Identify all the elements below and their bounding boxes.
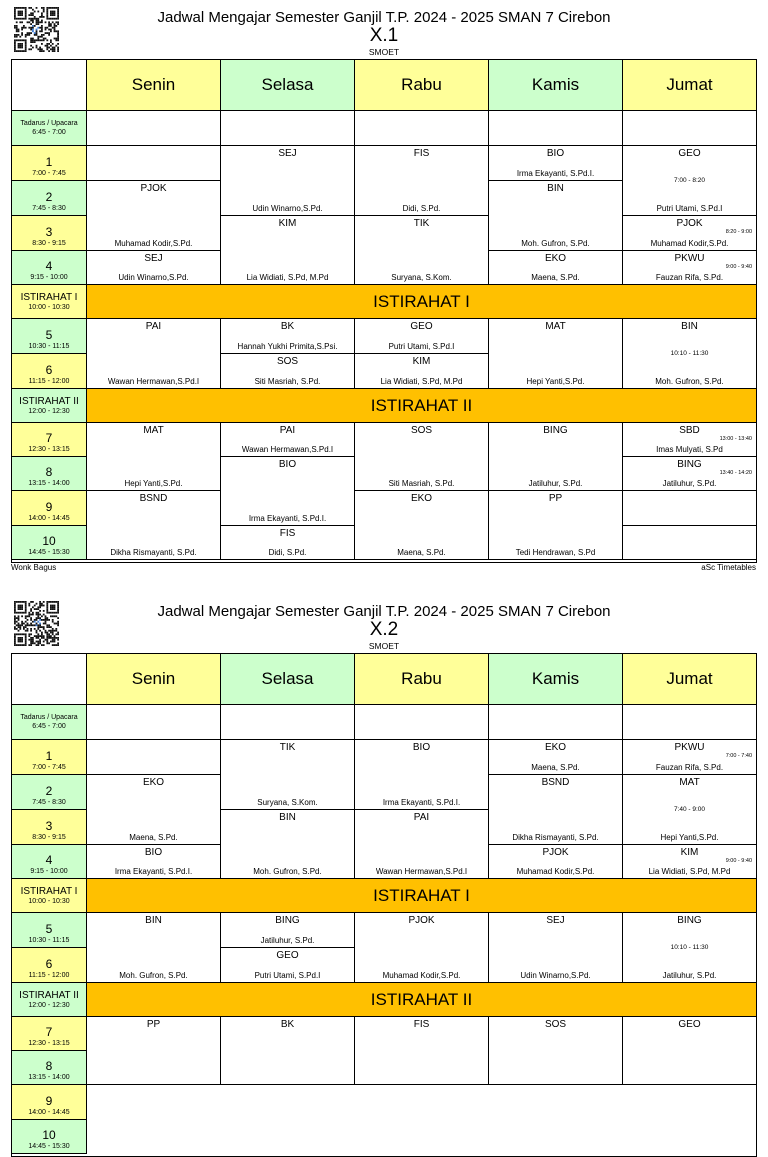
lesson-cell[interactable] — [221, 319, 355, 354]
period-time: 12:00 - 12:30 — [28, 1001, 70, 1009]
subject-code: SOS — [410, 425, 433, 436]
period-label — [12, 526, 87, 560]
lesson-time: 10:10 - 11:30 — [670, 350, 709, 357]
timetable-sheet-x2 — [0, 594, 768, 1150]
subject-code: FIS — [413, 1019, 430, 1030]
lesson-cell[interactable] — [489, 740, 623, 775]
teacher-name: Irma Ekayanti, S.Pd.I. — [516, 169, 595, 178]
teacher-name: Hannah Yukhi Primita,S.Psi. — [237, 342, 338, 351]
period-time: 13:15 - 14:00 — [28, 1074, 70, 1081]
period-label — [12, 879, 87, 913]
period-label — [12, 1017, 87, 1051]
period-number: 7 — [45, 431, 53, 445]
subject-code: BIO — [144, 847, 163, 858]
subject-code: TIK — [413, 218, 430, 229]
lesson-time: 7:00 - 8:20 — [673, 177, 706, 184]
period-label — [12, 146, 87, 181]
break-banner: ISTIRAHAT I — [87, 285, 757, 319]
period-label — [12, 111, 87, 146]
period-name: ISTIRAHAT II — [19, 395, 79, 407]
lesson-cell[interactable] — [221, 146, 355, 216]
lesson-cell[interactable] — [489, 251, 623, 285]
lesson-cell[interactable] — [221, 913, 355, 948]
subject-code: BIN — [547, 183, 564, 194]
period-label — [12, 913, 87, 948]
period-time: 7:00 - 7:45 — [32, 764, 66, 771]
lesson-time: 9:00 - 9:40 — [725, 858, 752, 864]
period-name: ISTIRAHAT I — [20, 885, 78, 897]
empty-slot — [221, 705, 355, 740]
period-number: 6 — [45, 957, 53, 971]
period-label — [12, 983, 87, 1017]
teacher-name: Siti Masriah, S.Pd. — [254, 377, 321, 386]
period-number: 5 — [45, 922, 53, 936]
subject-code: BIO — [412, 742, 431, 753]
lesson-time: 10:10 - 11:30 — [670, 944, 709, 951]
teacher-name: Udin Winarno,S.Pd. — [520, 971, 591, 980]
lesson-cell[interactable] — [623, 740, 757, 775]
subject-code: SEJ — [144, 253, 163, 264]
lesson-cell[interactable] — [355, 216, 489, 285]
teacher-name: Muhamad Kodir,S.Pd. — [382, 971, 461, 980]
period-label — [12, 1051, 87, 1085]
lesson-cell[interactable] — [623, 319, 757, 389]
teacher-name: Lia Widiati, S.Pd, M.Pd — [648, 867, 731, 876]
class-name: X.2 — [369, 619, 399, 640]
subject-code: FIS — [279, 528, 296, 539]
lesson-cell[interactable] — [87, 181, 221, 251]
subject-code: PKWU — [674, 742, 705, 753]
lesson-cell[interactable] — [355, 491, 489, 560]
teacher-name: Maena, S.Pd. — [531, 763, 580, 772]
period-number: 2 — [45, 784, 53, 798]
lesson-cell[interactable] — [623, 526, 757, 560]
teacher-name: Imas Mulyati, S.Pd — [656, 445, 723, 454]
period-number: 7 — [45, 1025, 53, 1039]
lesson-cell[interactable] — [221, 423, 355, 457]
period-number: 10 — [42, 534, 56, 548]
lesson-cell[interactable] — [489, 845, 623, 879]
subject-code: PP — [146, 1019, 161, 1030]
lesson-cell[interactable] — [355, 1017, 489, 1085]
subject-code: PJOK — [408, 915, 435, 926]
period-label — [12, 948, 87, 983]
day-header-selasa: Selasa — [221, 60, 355, 111]
period-time: 14:45 - 15:30 — [28, 1143, 70, 1150]
period-number: 9 — [45, 500, 53, 514]
period-label — [12, 705, 87, 740]
footer-left: Wonk Bagus — [11, 563, 57, 572]
period-time: 10:30 - 11:15 — [28, 343, 70, 350]
teacher-name: Hepi Yanti,S.Pd. — [526, 377, 585, 386]
lesson-cell[interactable] — [623, 1017, 757, 1085]
teacher-name: Didi, S.Pd. — [268, 548, 307, 557]
subject-code: GEO — [678, 1019, 701, 1030]
day-header-jumat: Jumat — [623, 60, 757, 111]
empty-slot — [623, 111, 757, 146]
period-label — [12, 1085, 87, 1120]
period-time: 6:45 - 7:00 — [32, 129, 66, 136]
lesson-cell[interactable] — [87, 251, 221, 285]
period-label — [12, 457, 87, 491]
subject-code: MAT — [545, 321, 566, 332]
lesson-cell[interactable] — [87, 491, 221, 560]
lesson-cell[interactable] — [489, 423, 623, 491]
period-time: 7:45 - 8:30 — [32, 799, 66, 806]
teacher-name: Muhamad Kodir,S.Pd. — [650, 239, 729, 248]
subject-code: MAT — [679, 777, 700, 788]
subject-code: BIO — [546, 148, 565, 159]
teacher-name: Moh. Gufron, S.Pd. — [253, 867, 322, 876]
lesson-cell[interactable] — [87, 845, 221, 879]
teacher-name: Putri Utami, S.Pd.I — [388, 342, 455, 351]
break-banner: ISTIRAHAT I — [87, 879, 757, 913]
teacher-name: Maena, S.Pd. — [397, 548, 446, 557]
period-number: 1 — [45, 749, 53, 763]
day-header-senin: Senin — [87, 60, 221, 111]
lesson-cell[interactable] — [623, 146, 757, 216]
teacher-name: Moh. Gufron, S.Pd. — [655, 377, 724, 386]
lesson-cell[interactable] — [355, 146, 489, 216]
class-name: X.1 — [369, 25, 399, 46]
lesson-cell[interactable] — [623, 457, 757, 491]
subject-code: PKWU — [674, 253, 705, 264]
subject-code: BING — [275, 915, 300, 926]
period-time: 8:30 - 9:15 — [32, 240, 66, 247]
day-header-kamis: Kamis — [489, 654, 623, 705]
teacher-name: Putri Utami, S.Pd.I — [254, 971, 321, 980]
subject-code: BK — [280, 321, 295, 332]
teacher-name: Dikha Rismayanti, S.Pd. — [110, 548, 197, 557]
subject-code: PAI — [279, 425, 296, 436]
period-time: 9:15 - 10:00 — [30, 868, 68, 875]
period-name: Tadarus / Upacara — [20, 120, 78, 127]
empty-slot — [489, 111, 623, 146]
lesson-cell[interactable] — [623, 216, 757, 251]
subject-code: FIS — [413, 148, 430, 159]
teacher-name: Lia Widiati, S.Pd, M.Pd — [246, 273, 329, 282]
subject-code: SEJ — [278, 148, 297, 159]
lesson-time: 8:20 - 9:00 — [725, 229, 752, 235]
lesson-cell[interactable] — [221, 810, 355, 879]
subject-code: MAT — [143, 425, 164, 436]
break-banner: ISTIRAHAT II — [87, 389, 757, 423]
teacher-name: Fauzan Rifa, S.Pd. — [655, 763, 724, 772]
teacher-name: Suryana, S.Kom. — [257, 798, 318, 807]
period-time: 6:45 - 7:00 — [32, 723, 66, 730]
lesson-cell[interactable] — [221, 526, 355, 560]
timetable-grid — [11, 59, 757, 563]
lesson-cell[interactable] — [623, 775, 757, 845]
teacher-name: Jatiluhur, S.Pd. — [260, 936, 315, 945]
lesson-cell[interactable] — [355, 913, 489, 983]
lesson-cell[interactable] — [87, 423, 221, 491]
lesson-cell[interactable] — [87, 740, 221, 775]
break-banner: ISTIRAHAT II — [87, 983, 757, 1017]
period-time: 12:00 - 12:30 — [28, 407, 70, 415]
lesson-time: 7:00 - 7:40 — [725, 753, 752, 759]
teacher-name: Moh. Gufron, S.Pd. — [521, 239, 590, 248]
lesson-cell[interactable] — [623, 423, 757, 457]
lesson-cell[interactable] — [355, 810, 489, 879]
subject-code: BK — [280, 1019, 295, 1030]
day-header-kamis: Kamis — [489, 60, 623, 111]
empty-slot — [87, 705, 221, 740]
timetable-grid — [11, 653, 757, 1157]
period-time: 8:30 - 9:15 — [32, 834, 66, 841]
period-time: 9:15 - 10:00 — [30, 274, 68, 281]
period-label — [12, 423, 87, 457]
teacher-name: Wawan Hermawan,S.Pd.I — [241, 445, 334, 454]
subject-code: BIO — [278, 459, 297, 470]
teacher-name: Didi, S.Pd. — [402, 204, 441, 213]
period-label — [12, 1120, 87, 1154]
period-number: 3 — [45, 225, 53, 239]
period-time: 11:15 - 12:00 — [28, 378, 70, 385]
corner-cell — [12, 60, 87, 111]
day-header-jumat: Jumat — [623, 654, 757, 705]
lesson-cell[interactable] — [87, 913, 221, 983]
teacher-name: Jatiluhur, S.Pd. — [662, 479, 717, 488]
subject-code: PP — [548, 493, 563, 504]
subject-code: PAI — [413, 812, 430, 823]
subject-code: SOS — [276, 356, 299, 367]
day-header-senin: Senin — [87, 654, 221, 705]
period-label — [12, 319, 87, 354]
lesson-cell[interactable] — [221, 740, 355, 810]
period-number: 4 — [45, 853, 53, 867]
lesson-cell[interactable] — [87, 146, 221, 181]
subject-code: GEO — [678, 148, 701, 159]
subject-code: BIN — [279, 812, 296, 823]
lesson-cell[interactable] — [489, 1017, 623, 1085]
lesson-cell[interactable] — [623, 491, 757, 526]
lesson-cell[interactable] — [221, 457, 355, 526]
teacher-name: Dikha Rismayanti, S.Pd. — [512, 833, 599, 842]
period-time: 14:00 - 14:45 — [28, 1109, 70, 1116]
period-number: 4 — [45, 259, 53, 273]
empty-slot — [489, 705, 623, 740]
subject-code: PJOK — [676, 218, 703, 229]
teacher-name: Lia Widiati, S.Pd, M.Pd — [380, 377, 463, 386]
lesson-cell[interactable] — [355, 354, 489, 389]
subject-code: KIM — [278, 218, 297, 229]
empty-slot — [87, 111, 221, 146]
period-time: 10:00 - 10:30 — [28, 897, 70, 905]
period-number: 2 — [45, 190, 53, 204]
period-label — [12, 389, 87, 423]
empty-slot — [221, 111, 355, 146]
teacher-name: Hepi Yanti,S.Pd. — [124, 479, 183, 488]
subject-code: PAI — [145, 321, 162, 332]
period-label — [12, 251, 87, 285]
period-time: 10:00 - 10:30 — [28, 303, 70, 311]
teacher-name: Irma Ekayanti, S.Pd.I. — [382, 798, 461, 807]
teacher-name: Wawan Hermawan,S.Pd.I — [107, 377, 200, 386]
subject-code: KIM — [680, 847, 699, 858]
teacher-name: Irma Ekayanti, S.Pd.I. — [114, 867, 193, 876]
subject-code: EKO — [544, 742, 567, 753]
lesson-time: 7:40 - 9:00 — [673, 806, 706, 813]
period-time: 13:15 - 14:00 — [28, 480, 70, 487]
schedule-title: Jadwal Mengajar Semester Ganjil T.P. 2024 - 2025 SMAN 7 Cirebon — [157, 9, 611, 26]
period-time: 12:30 - 13:15 — [28, 1040, 70, 1047]
subject-code: BING — [677, 459, 702, 470]
lesson-cell[interactable] — [489, 913, 623, 983]
subject-code: EKO — [544, 253, 567, 264]
lesson-cell[interactable] — [221, 216, 355, 285]
period-label — [12, 845, 87, 879]
period-label — [12, 216, 87, 251]
teacher-name: Siti Masriah, S.Pd. — [388, 479, 455, 488]
period-time: 10:30 - 11:15 — [28, 937, 70, 944]
lesson-cell[interactable] — [87, 775, 221, 845]
period-label — [12, 740, 87, 775]
teacher-name: Suryana, S.Kom. — [391, 273, 452, 282]
empty-slot — [355, 705, 489, 740]
subject-code: SBD — [679, 425, 700, 436]
teacher-name: Muhamad Kodir,S.Pd. — [516, 867, 595, 876]
lesson-cell[interactable] — [221, 948, 355, 983]
subject-code: BIN — [681, 321, 698, 332]
subject-code: BING — [677, 915, 702, 926]
subject-code: SOS — [544, 1019, 567, 1030]
subject-code: BSND — [541, 777, 570, 788]
class-subtitle: SMOET — [368, 47, 400, 57]
teacher-name: Muhamad Kodir,S.Pd. — [114, 239, 193, 248]
period-time: 11:15 - 12:00 — [28, 972, 70, 979]
lesson-cell[interactable] — [489, 775, 623, 845]
teacher-name: Jatiluhur, S.Pd. — [528, 479, 583, 488]
day-header-selasa: Selasa — [221, 654, 355, 705]
period-time: 14:45 - 15:30 — [28, 549, 70, 556]
lesson-cell[interactable] — [489, 319, 623, 389]
period-label — [12, 491, 87, 526]
period-time: 7:00 - 7:45 — [32, 170, 66, 177]
period-number: 9 — [45, 1094, 53, 1108]
corner-cell — [12, 654, 87, 705]
footer-right: aSc Timetables — [701, 563, 756, 572]
period-number: 1 — [45, 155, 53, 169]
lesson-cell[interactable] — [355, 740, 489, 810]
day-header-rabu: Rabu — [355, 654, 489, 705]
period-time: 7:45 - 8:30 — [32, 205, 66, 212]
period-label — [12, 810, 87, 845]
period-number: 3 — [45, 819, 53, 833]
subject-code: BIN — [145, 915, 162, 926]
teacher-name: Irma Ekayanti, S.Pd.I. — [248, 514, 327, 523]
lesson-cell[interactable] — [355, 423, 489, 491]
period-number: 10 — [42, 1128, 56, 1142]
teacher-name: Tedi Hendrawan, S.Pd — [515, 548, 596, 557]
teacher-name: Udin Winarno,S.Pd. — [252, 204, 323, 213]
lesson-cell[interactable] — [221, 1017, 355, 1085]
period-number: 8 — [45, 465, 53, 479]
lesson-cell[interactable] — [489, 491, 623, 560]
teacher-name: Jatiluhur, S.Pd. — [662, 971, 717, 980]
teacher-name: Maena, S.Pd. — [531, 273, 580, 282]
period-label — [12, 285, 87, 319]
lesson-cell[interactable] — [221, 354, 355, 389]
schedule-title: Jadwal Mengajar Semester Ganjil T.P. 2024 - 2025 SMAN 7 Cirebon — [157, 603, 611, 620]
period-label — [12, 775, 87, 810]
period-label — [12, 354, 87, 389]
lesson-cell[interactable] — [623, 845, 757, 879]
lesson-time: 9:00 - 9:40 — [725, 264, 752, 270]
subject-code: GEO — [410, 321, 433, 332]
period-number: 6 — [45, 363, 53, 377]
lesson-cell[interactable] — [623, 251, 757, 285]
subject-code: TIK — [279, 742, 296, 753]
teacher-name: Maena, S.Pd. — [129, 833, 178, 842]
subject-code: GEO — [276, 950, 299, 961]
subject-code: KIM — [412, 356, 431, 367]
subject-code: SEJ — [546, 915, 565, 926]
lesson-cell[interactable] — [623, 913, 757, 983]
lesson-cell[interactable] — [489, 181, 623, 251]
lesson-cell[interactable] — [87, 1017, 221, 1085]
class-subtitle: SMOET — [368, 641, 400, 651]
period-name: Tadarus / Upacara — [20, 714, 78, 721]
day-header-rabu: Rabu — [355, 60, 489, 111]
subject-code: EKO — [410, 493, 433, 504]
period-name: ISTIRAHAT II — [19, 989, 79, 1001]
subject-code: EKO — [142, 777, 165, 788]
teacher-name: Wawan Hermawan,S.Pd.I — [375, 867, 468, 876]
teacher-name: Moh. Gufron, S.Pd. — [119, 971, 188, 980]
subject-code: PJOK — [542, 847, 569, 858]
teacher-name: Putri Utami, S.Pd.I — [656, 204, 723, 213]
period-time: 14:00 - 14:45 — [28, 515, 70, 522]
lesson-cell[interactable] — [489, 146, 623, 181]
lesson-cell[interactable] — [87, 319, 221, 389]
lesson-time: 13:40 - 14:20 — [719, 470, 752, 476]
period-number: 5 — [45, 328, 53, 342]
period-name: ISTIRAHAT I — [20, 291, 78, 303]
period-number: 8 — [45, 1059, 53, 1073]
period-label — [12, 181, 87, 216]
subject-code: PJOK — [140, 183, 167, 194]
lesson-cell[interactable] — [355, 319, 489, 354]
lesson-time: 13:00 - 13:40 — [719, 436, 752, 442]
teacher-name: Udin Winarno,S.Pd. — [118, 273, 189, 282]
empty-slot — [623, 705, 757, 740]
empty-slot — [355, 111, 489, 146]
subject-code: BSND — [139, 493, 168, 504]
teacher-name: Fauzan Rifa, S.Pd. — [655, 273, 724, 282]
teacher-name: Hepi Yanti,S.Pd. — [660, 833, 719, 842]
period-time: 12:30 - 13:15 — [28, 446, 70, 453]
subject-code: BING — [543, 425, 568, 436]
